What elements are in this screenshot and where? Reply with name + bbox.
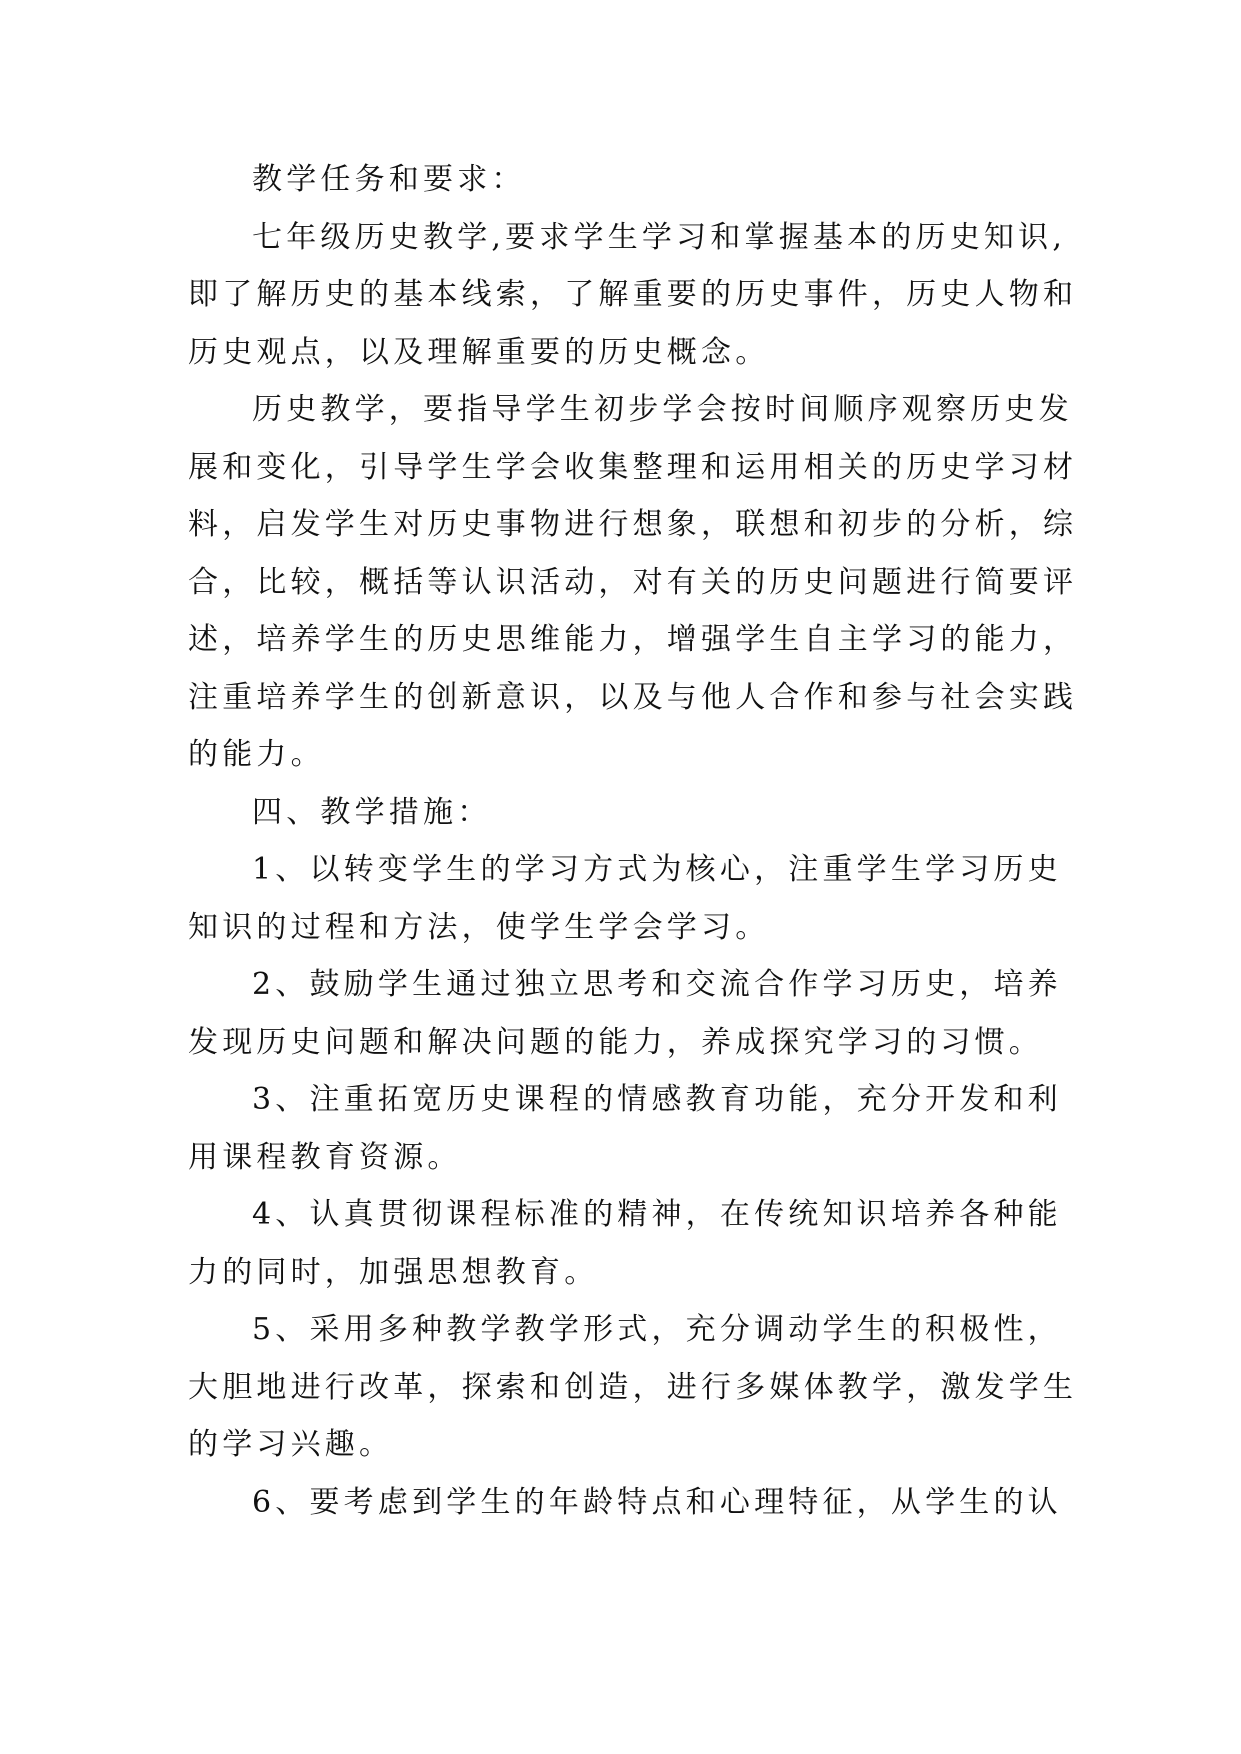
list-item-line: 6、要考虑到学生的年龄特点和心理特征，从学生的认 [252,1484,1062,1520]
list-item-line: 力的同时，加强思想教育。 [188,1254,599,1290]
list-item-line: 1、以转变学生的学习方式为核心，注重学生学习历史 [252,852,1062,887]
list-item-line: 2、鼓励学生通过独立思考和交流合作学习历史，培养 [252,967,1062,1002]
list-item-line: 知识的过程和方法，使学生学会学习。 [188,909,770,945]
paragraph-line: 七年级历史教学,要求学生学习和掌握基本的历史知识, [252,219,1067,255]
paragraph-line: 展和变化，引导学生学会收集整理和运用相关的历史学习材 [188,449,1078,485]
paragraph-line: 历史观点，以及理解重要的历史概念。 [188,334,770,370]
paragraph-line: 即了解历史的基本线索，了解重要的历史事件，历史人物和 [188,277,1078,312]
paragraph-line: 述，培养学生的历史思维能力，增强学生自主学习的能力， [188,622,1078,657]
section-heading-teaching-measures: 四、教学措施： [252,794,492,830]
paragraph-line: 合，比较，概括等认识活动，对有关的历史问题进行简要评 [188,564,1078,600]
list-item-line: 大胆地进行改革，探索和创造，进行多媒体教学，激发学生 [188,1369,1078,1405]
list-item-line: 用课程教育资源。 [188,1139,462,1175]
document-body [188,151,1088,1531]
list-item-line: 5、采用多种教学教学形式，充分调动学生的积极性， [252,1312,1062,1347]
section-heading-teaching-tasks: 教学任务和要求： [252,162,526,197]
list-item-line: 的学习兴趣。 [188,1427,394,1462]
paragraph-line: 历史教学，要指导学生初步学会按时间顺序观察历史发 [252,392,1073,427]
list-item-line: 发现历史问题和解决问题的能力，养成探究学习的习惯。 [188,1024,1043,1060]
list-item-line: 4、认真贯彻课程标准的精神，在传统知识培养各种能 [252,1197,1062,1232]
list-item-line: 3、注重拓宽历史课程的情感教育功能，充分开发和利 [252,1082,1062,1117]
paragraph-line: 注重培养学生的创新意识，以及与他人合作和参与社会实践 [188,679,1078,715]
paragraph-line: 料，启发学生对历史事物进行想象，联想和初步的分析，综 [188,507,1078,542]
paragraph-line: 的能力。 [188,737,325,772]
